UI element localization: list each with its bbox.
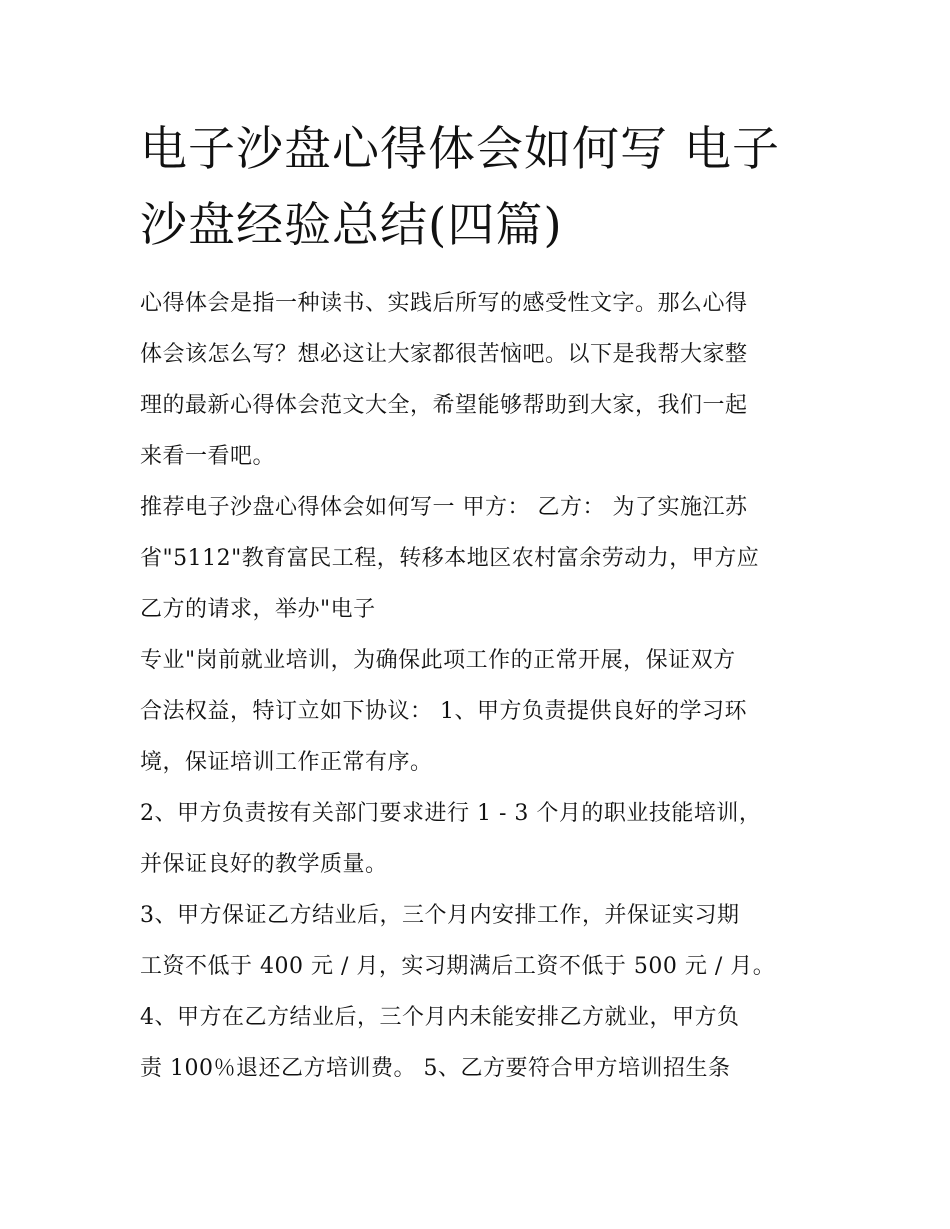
text-line: 理的最新心得体会范文大全，希望能够帮助到大家，我们一起 [140, 393, 748, 418]
text-line: 体会该怎么写？想必这让大家都很苦恼吧。以下是我帮大家整 [140, 342, 748, 367]
text-line: 乙方的请求，举办"电子 [140, 597, 376, 622]
text-line: 来看一看吧。 [140, 444, 276, 469]
agreement-intro-paragraph [140, 482, 812, 635]
text-line: 心得体会是指一种读书、实践后所写的感受性文字。那么心得 [140, 291, 748, 316]
title-line: 沙盘经验总结(四篇) [140, 198, 563, 253]
text-line: 4、甲方在乙方结业后，三个月内未能安排乙方就业，甲方负 [140, 1005, 740, 1030]
text-line: 3、甲方保证乙方结业后，三个月内安排工作，并保证实习期 [140, 903, 740, 928]
title-line: 电子沙盘心得体会如何写 电子 [140, 122, 780, 177]
clause-4-paragraph [140, 992, 812, 1094]
text-line: 工资不低于 400 元 / 月，实习期满后工资不低于 500 元 / 月。 [140, 954, 776, 979]
text-line: 并保证良好的教学质量。 [140, 852, 388, 877]
clause-3-paragraph [140, 890, 812, 992]
document-page [140, 112, 812, 1094]
clause-2-paragraph [140, 788, 812, 890]
text-line: 境，保证培训工作正常有序。 [140, 750, 433, 775]
text-line: 责 100％退还乙方培训费。 5、乙方要符合甲方培训招生条 [140, 1056, 731, 1081]
text-line: 推荐电子沙盘心得体会如何写一 甲方： 乙方： 为了实施江苏 [140, 495, 748, 520]
text-line: 合法权益，特订立如下协议： 1、甲方负责提供良好的学习环 [140, 699, 747, 724]
text-line: 2、甲方负责按有关部门要求进行 1 - 3 个月的职业技能培训， [140, 801, 762, 826]
text-line: 省"5112"教育富民工程，转移本地区农村富余劳动力，甲方应 [140, 546, 760, 571]
intro-paragraph [140, 278, 812, 482]
clause-1-paragraph [140, 635, 812, 788]
text-line: 专业"岗前就业培训，为确保此项工作的正常开展，保证双方 [140, 648, 736, 673]
document-title [140, 112, 812, 264]
